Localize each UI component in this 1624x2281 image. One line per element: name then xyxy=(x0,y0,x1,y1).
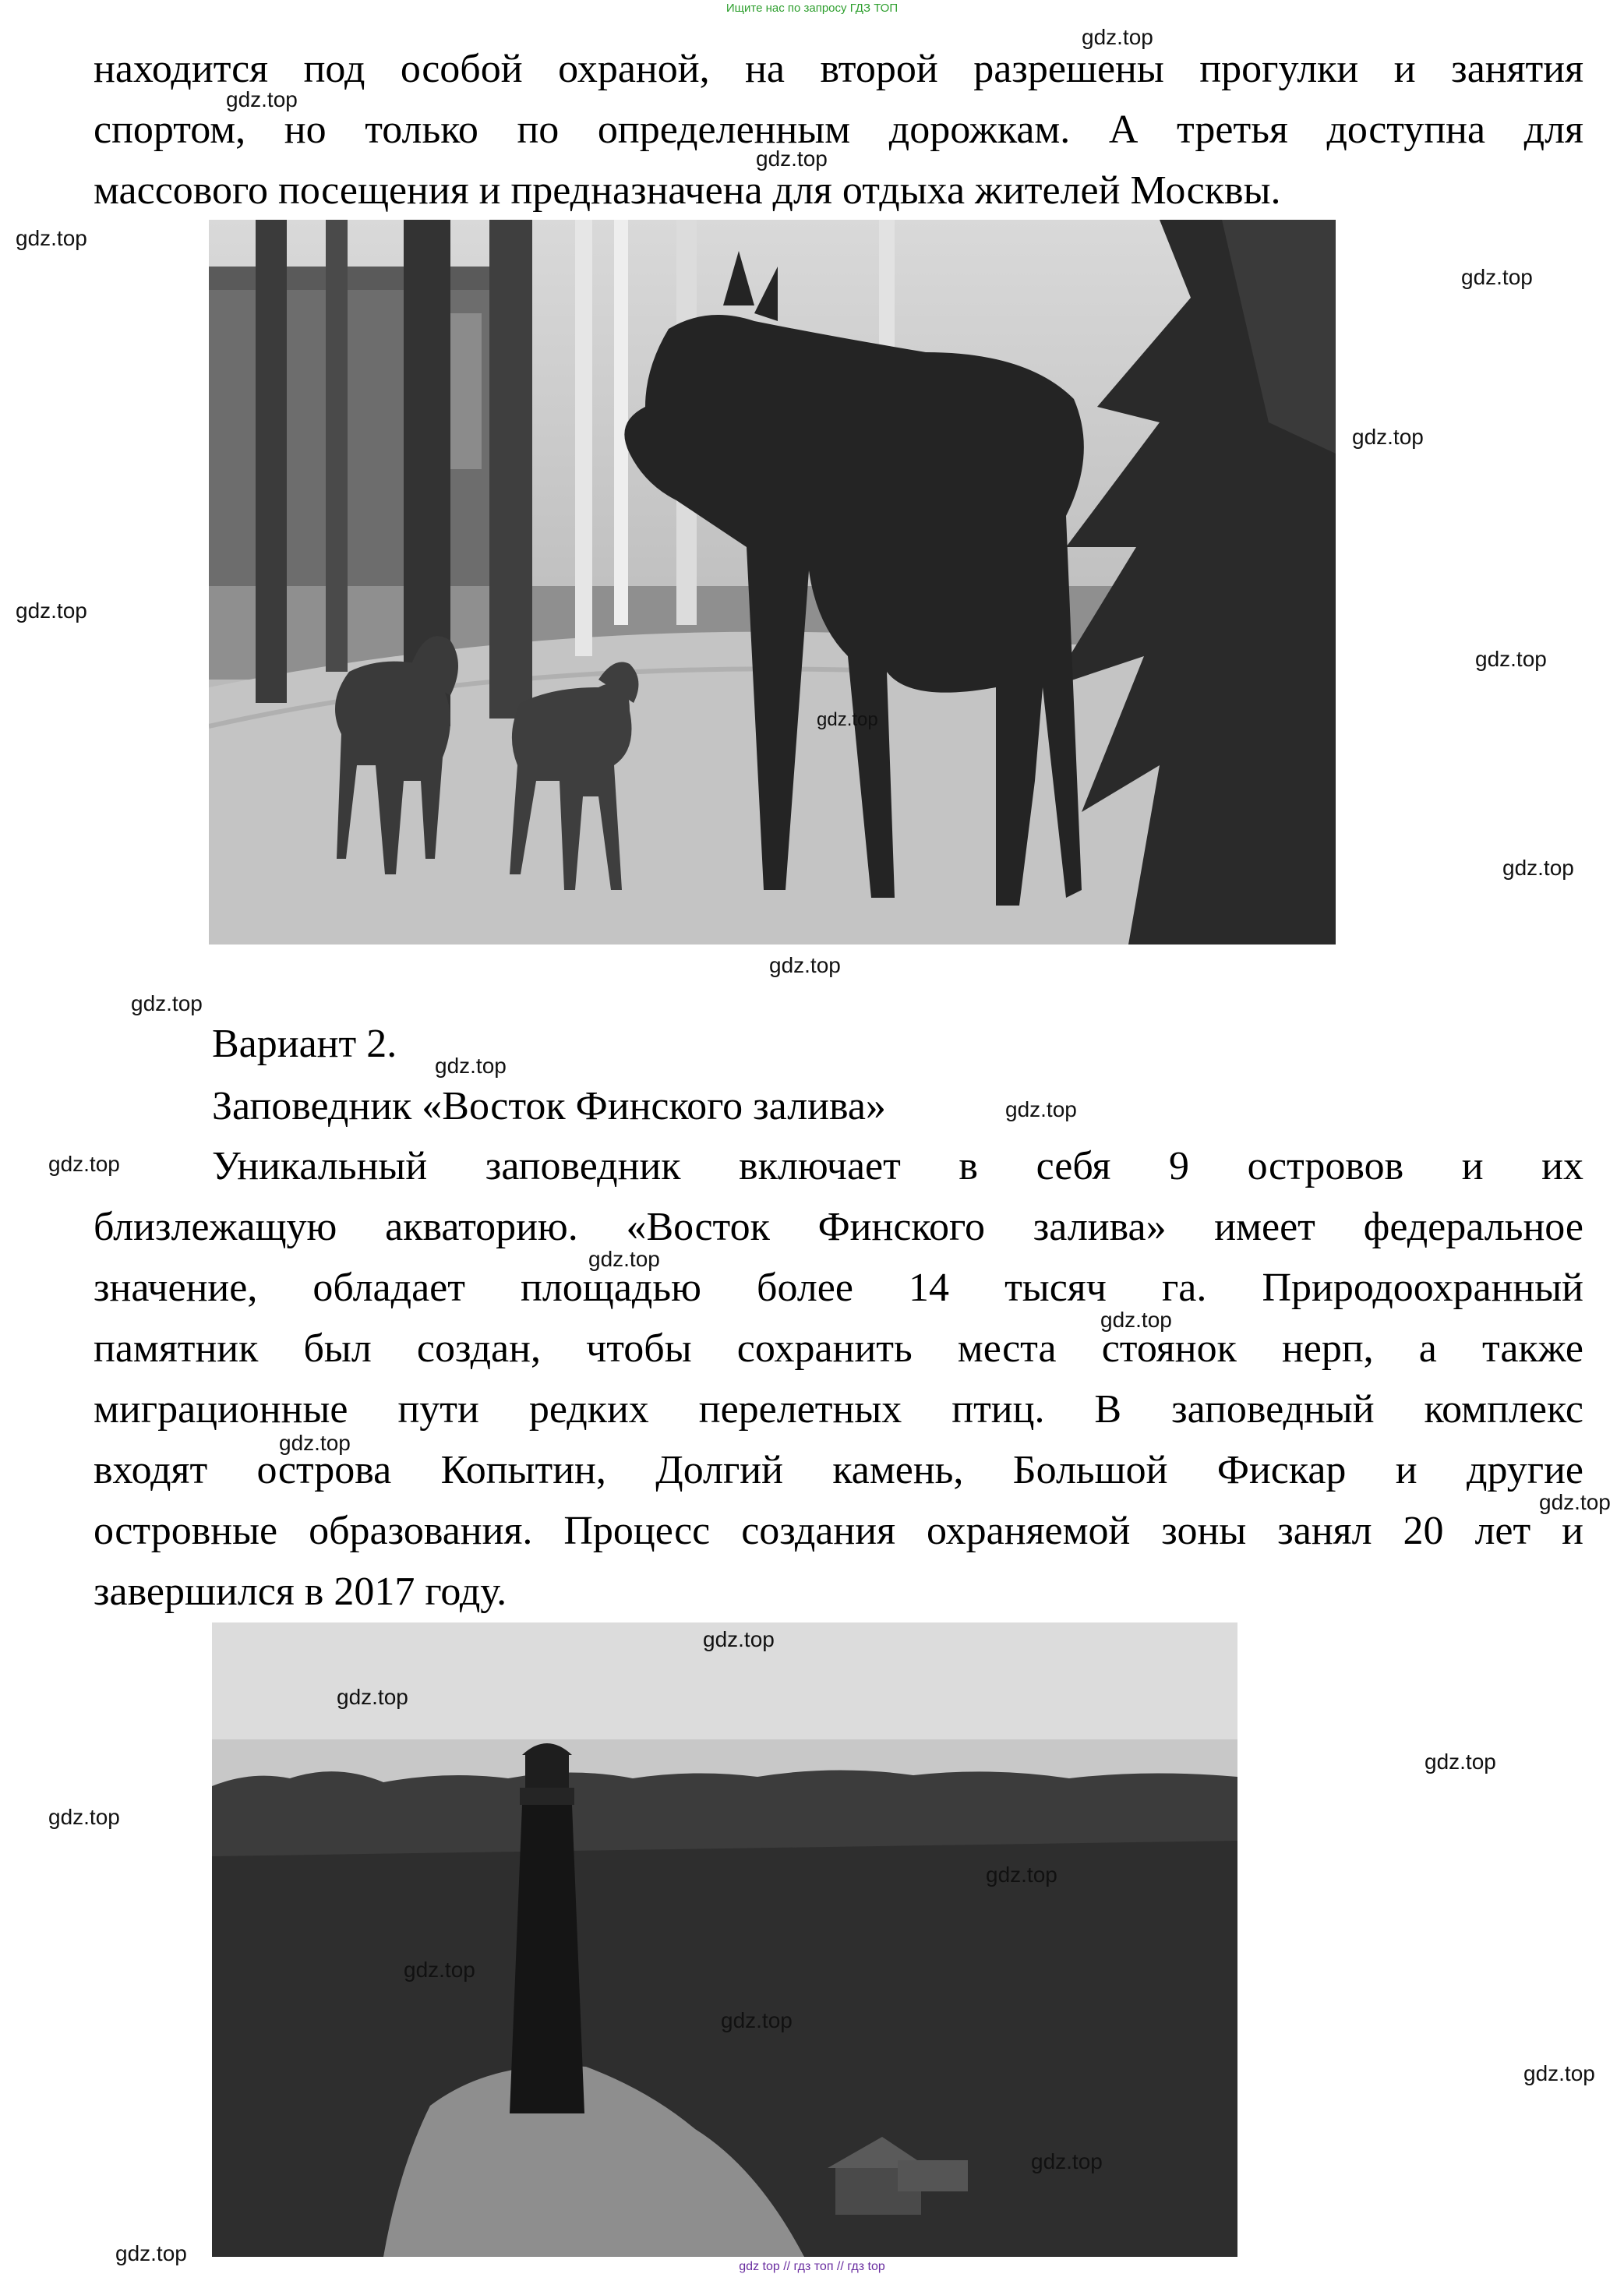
watermark: gdz.top xyxy=(48,1805,120,1829)
watermark: gdz.top xyxy=(1352,425,1424,449)
watermark: gdz.top xyxy=(588,1247,660,1271)
watermark: gdz.top xyxy=(279,1431,351,1455)
reserve-title: Заповедник «Восток Финского залива» xyxy=(212,1084,886,1128)
watermark: gdz.top xyxy=(1425,1750,1496,1774)
text-line: памятник был создан, чтобы сохранить места стоянок нерп, а также xyxy=(94,1326,1583,1371)
watermark: gdz.top xyxy=(1502,856,1574,880)
footer-links[interactable]: gdz top // гдз топ // гдз top xyxy=(739,2260,885,2273)
text-line: близлежащую акваторию. «Восток Финского залива» имеет федеральное xyxy=(94,1205,1583,1249)
text-line: массового посещения и предназначена для отдыха жителей Москвы. xyxy=(94,168,1281,213)
watermark: gdz.top xyxy=(337,1685,408,1709)
watermark: gdz.top xyxy=(1031,2149,1103,2173)
text-line: островные образования. Процесс создания охраняемой зоны занял 20 лет и xyxy=(94,1509,1583,1553)
text-line: значение, обладает площадью более 14 тысяч га. Природоохранный xyxy=(94,1266,1583,1310)
watermark: gdz.top xyxy=(1461,265,1533,289)
watermark: gdz.top xyxy=(16,226,87,250)
watermark: gdz.top xyxy=(986,1863,1057,1887)
top-banner[interactable]: Ищите нас по запросу ГДЗ ТОП xyxy=(726,2,898,15)
watermark: gdz.top xyxy=(404,1958,475,1982)
variant-title: Вариант 2. xyxy=(212,1022,397,1066)
text-line: Уникальный заповедник включает в себя 9 островов и их xyxy=(212,1144,1583,1188)
watermark: gdz.top xyxy=(1005,1097,1077,1121)
watermark: gdz.top xyxy=(756,147,828,171)
watermark: gdz.top xyxy=(435,1054,507,1078)
watermark: gdz.top xyxy=(1539,1490,1611,1514)
watermark: gdz.top xyxy=(115,2241,187,2265)
watermark: gdz.top xyxy=(1082,25,1153,49)
watermark: gdz.top xyxy=(721,2008,793,2032)
watermark: gdz.top xyxy=(226,87,298,111)
watermark: gdz.top xyxy=(1100,1308,1172,1332)
text-line: входят острова Копытин, Долгий камень, Большой Фискар и другие xyxy=(94,1448,1583,1492)
paragraph-intro xyxy=(94,39,1583,221)
text-line: спортом, но только по определенным дорожкам. А третья доступна для xyxy=(94,108,1583,152)
watermark: gdz.top xyxy=(16,598,87,623)
watermark: gdz.top xyxy=(131,991,203,1015)
text-line: завершился в 2017 году. xyxy=(94,1570,507,1614)
watermark: gdz.top xyxy=(48,1152,120,1176)
text-line: находится под особой охраной, на второй разрешены прогулки и занятия xyxy=(94,47,1583,91)
moose-photo xyxy=(209,220,1336,945)
watermark: gdz.top xyxy=(769,953,841,977)
watermark: gdz.top xyxy=(1523,2061,1595,2085)
paragraph-reserve xyxy=(94,1136,1583,1622)
text-line: миграционные пути редких перелетных птиц. В заповедный комплекс xyxy=(94,1387,1583,1432)
watermark: gdz.top xyxy=(703,1627,775,1651)
watermark: gdz.top xyxy=(817,709,878,730)
watermark: gdz.top xyxy=(1475,647,1547,671)
